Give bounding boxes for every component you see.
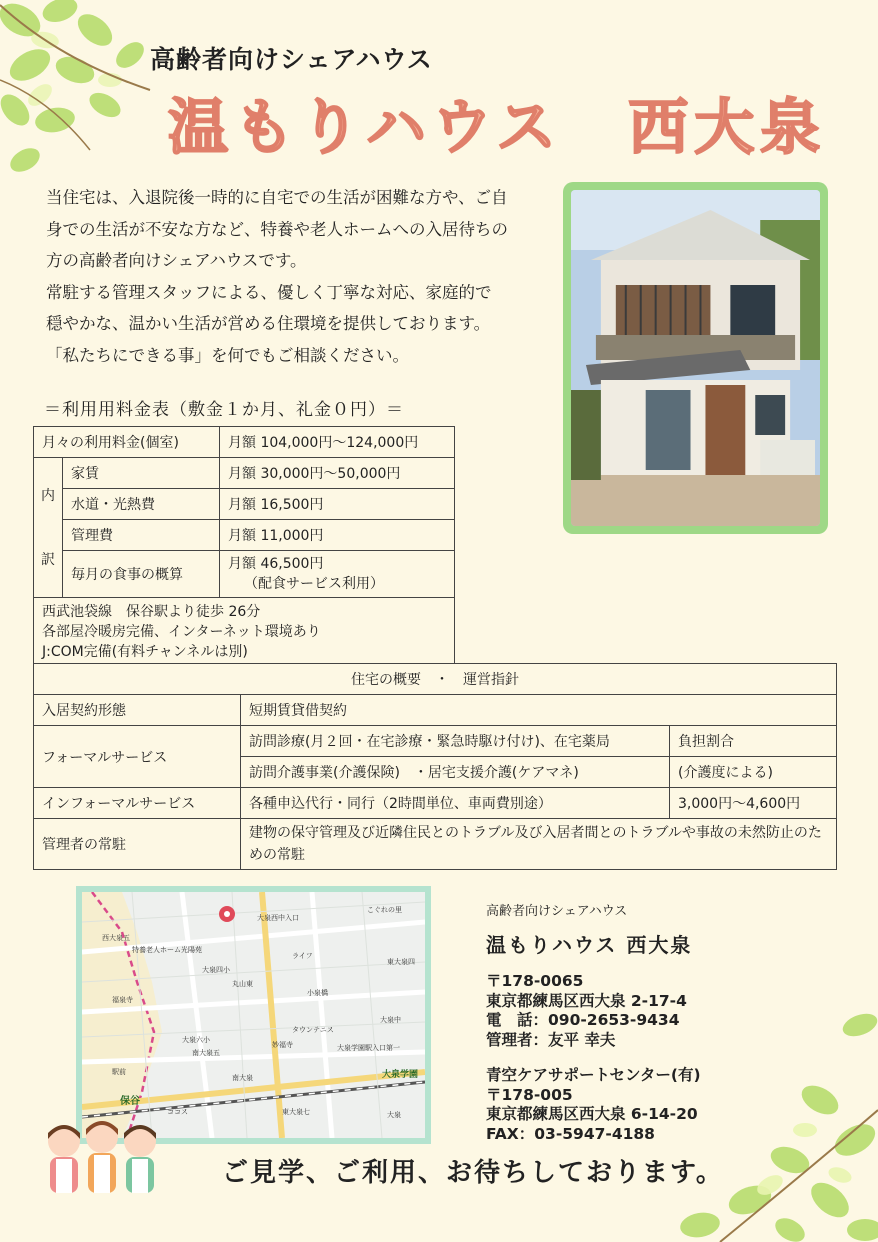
contact-info (486, 900, 866, 1144)
house-photo (563, 182, 828, 534)
note-access: 西武池袋線 保谷駅より徒歩 26分 (42, 604, 261, 620)
person-icon (86, 1121, 118, 1193)
breakdown-label-bottom: 訳 (41, 551, 55, 568)
manager-label: 管理者の常駐 (34, 819, 241, 870)
map-label: 大泉中 (380, 1017, 401, 1024)
map-label: 東大泉七 (282, 1109, 310, 1116)
map-label: こぐれの里 (367, 907, 402, 914)
leaves-top-left-decoration (0, 0, 170, 200)
intro-text (46, 182, 556, 371)
header-title: 温もりハウス 西大泉 (168, 93, 827, 163)
map-label: 南大泉 (232, 1075, 253, 1082)
formal-service-label: フォーマルサービス (34, 726, 241, 788)
monthly-fee-label: 月々の利用料金(個室) (34, 427, 220, 458)
table-row (34, 458, 455, 489)
formal-note-2: (介護度による) (670, 757, 837, 788)
overview-table (33, 663, 837, 870)
map-label: 大泉西中入口 (257, 915, 299, 922)
meal-label: 毎月の食事の概算 (63, 551, 220, 598)
breakdown-label-top: 内 (41, 487, 55, 504)
map-label: 大泉学園駅入口第一 (337, 1045, 400, 1052)
map-label: 小泉橋 (307, 990, 328, 997)
table-row (34, 520, 455, 551)
map-label: 西大泉五 (102, 935, 130, 942)
area-map (76, 886, 431, 1144)
map-label: 駅前 (112, 1069, 126, 1076)
map-label: 東大泉四 (387, 959, 415, 966)
intro-line: 常駐する管理スタッフによる、優しく丁寧な対応、家庭的で (46, 282, 492, 302)
table-row (34, 489, 455, 520)
staff-illustration (36, 1113, 166, 1193)
person-icon (48, 1125, 80, 1193)
meal-value-note: （配食サービス利用） (244, 576, 384, 592)
table-row (34, 427, 455, 458)
intro-line: 方の高齢者向けシェアハウスです。 (46, 251, 307, 270)
map-label: ライフ (292, 953, 313, 960)
map-label: 妙福寺 (272, 1042, 293, 1049)
house-illustration (571, 190, 820, 526)
contact-name: 温もりハウス 西大泉 (486, 933, 693, 957)
note-amenities: 各部屋冷暖房完備、インターネット環境あり (42, 624, 321, 640)
map-label: 大泉四小 (202, 967, 230, 974)
management-fee-label: 管理費 (63, 520, 220, 551)
table-row (34, 598, 455, 667)
contract-value: 短期賃貸借契約 (241, 695, 837, 726)
table-row (34, 788, 837, 819)
intro-line: 「私たちにできる事」を何でもご相談ください。 (46, 345, 409, 365)
org-address: 東京都練馬区西大泉 6-14-20 (486, 1105, 698, 1123)
note-jcom: J:COM完備(有料チャンネルは別) (42, 644, 248, 660)
contact-manager: 管理者：友平 幸夫 (486, 1030, 616, 1049)
map-label: 保谷 (120, 1096, 140, 1107)
table-row (34, 726, 837, 757)
table-row (34, 551, 455, 598)
fee-table (33, 426, 455, 667)
intro-line: 穏やかな、温かい生活が営める住環境を提供しております。 (46, 314, 491, 333)
closing-message: ご見学、ご利用、お待ちしております。 (222, 1158, 724, 1188)
utilities-label: 水道・光熱費 (63, 489, 220, 520)
rent-value: 月額 30,000円～50,000円 (220, 458, 455, 489)
informal-service-price: 3,000円～4,600円 (670, 788, 837, 819)
utilities-value: 月額 16,500円 (220, 489, 455, 520)
formal-service-2: 訪問介護事業(介護保険) ・居宅支援介護(ケアマネ) (241, 757, 670, 788)
org-name: 青空ケアサポートセンター(有) (486, 1066, 701, 1084)
formal-note-1: 負担割合 (670, 726, 837, 757)
contact-tagline: 高齢者向けシェアハウス (486, 904, 628, 919)
fee-table-heading: ＝利用用料金表（敷金１か月、礼金０円）＝ (44, 400, 404, 420)
contact-address: 東京都練馬区西大泉 2-17-4 (486, 991, 687, 1010)
org-fax: FAX：03-5947-4188 (486, 1124, 655, 1143)
contact-phone: 電 話：090-2653-9434 (486, 1011, 680, 1029)
intro-line: 身での生活が不安な方など、特養や老人ホームへの入居待ちの (46, 219, 508, 239)
table-row (34, 664, 837, 695)
map-label: ココス (167, 1109, 188, 1116)
fee-notes (34, 598, 455, 667)
table-row (34, 695, 837, 726)
meal-value (220, 551, 455, 598)
map-label: 南大泉五 (192, 1050, 220, 1057)
formal-service-1: 訪問診療(月２回・在宅診療・緊急時駆け付け)、在宅薬局 (241, 726, 670, 757)
management-fee-value: 月額 11,000円 (220, 520, 455, 551)
person-icon (124, 1125, 156, 1193)
map-label: 大泉学園 (382, 1069, 419, 1079)
org-postal: 〒178-005 (486, 1085, 573, 1104)
informal-service-value: 各種申込代行・同行（2時間単位、車両費別途） (241, 788, 670, 819)
breakdown-label (34, 458, 63, 598)
contact-postal: 〒178-0065 (486, 972, 584, 990)
header-subtitle: 高齢者向けシェアハウス (150, 45, 433, 74)
map-label: 特養老人ホーム光陽苑 (132, 947, 202, 954)
rent-label: 家賃 (63, 458, 220, 489)
map-label: タウンテニス (292, 1027, 334, 1034)
monthly-fee-value: 月額 104,000円～124,000円 (220, 427, 455, 458)
map-label: 福泉寺 (112, 997, 133, 1004)
contract-label: 入居契約形態 (34, 695, 241, 726)
overview-heading: 住宅の概要 ・ 運営指針 (34, 664, 837, 695)
informal-service-label: インフォーマルサービス (34, 788, 241, 819)
map-label: 大泉六小 (182, 1037, 210, 1044)
table-row (34, 819, 837, 870)
meal-value-amount: 月額 46,500円 (228, 556, 324, 572)
map-illustration (82, 892, 425, 1138)
map-label: 丸山東 (232, 981, 253, 988)
manager-value: 建物の保守管理及び近隣住民とのトラブル及び入居者間とのトラブルや事故の未然防止のための常駐 (241, 819, 837, 870)
intro-line: 当住宅は、入退院後一時的に自宅での生活が困難な方や、ご自 (46, 188, 508, 207)
map-label: 大泉 (387, 1112, 401, 1119)
